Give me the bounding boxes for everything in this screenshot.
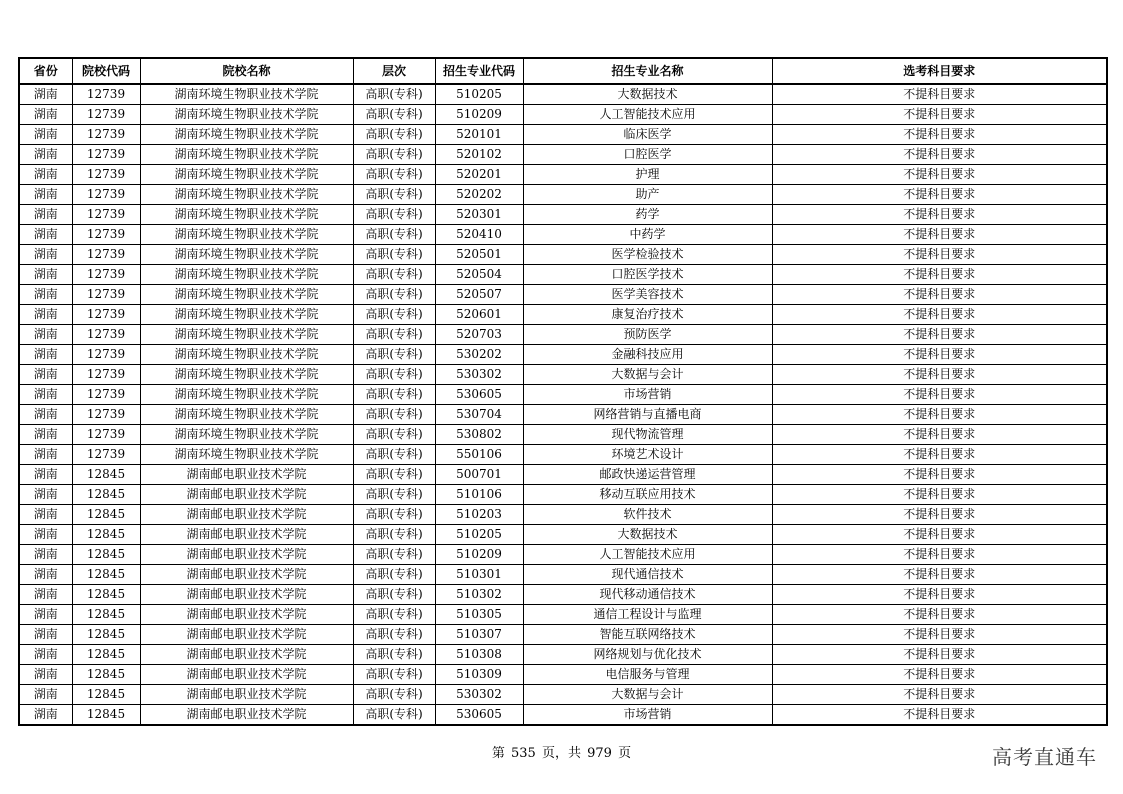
cell-major-name: 临床医学 — [523, 125, 772, 145]
cell-major-code: 510307 — [435, 625, 523, 645]
cell-school-code: 12845 — [72, 625, 140, 645]
cell-major-name: 中药学 — [523, 225, 772, 245]
cell-major-name: 智能互联网络技术 — [523, 625, 772, 645]
header-major-code: 招生专业代码 — [435, 58, 523, 84]
cell-school-code: 12739 — [72, 205, 140, 225]
cell-major-name: 市场营销 — [523, 705, 772, 726]
cell-major-name: 网络营销与直播电商 — [523, 405, 772, 425]
cell-province: 湖南 — [19, 465, 72, 485]
cell-major-code: 520504 — [435, 265, 523, 285]
cell-subject-requirement: 不提科目要求 — [772, 605, 1107, 625]
cell-major-code: 510209 — [435, 105, 523, 125]
cell-subject-requirement: 不提科目要求 — [772, 665, 1107, 685]
cell-major-name: 市场营销 — [523, 385, 772, 405]
footer-suffix: 页 — [618, 746, 632, 761]
cell-major-code: 520507 — [435, 285, 523, 305]
cell-province: 湖南 — [19, 645, 72, 665]
cell-school-code: 12739 — [72, 345, 140, 365]
table-row — [19, 285, 1107, 305]
cell-school-code: 12845 — [72, 565, 140, 585]
cell-school-code: 12739 — [72, 305, 140, 325]
cell-major-name: 大数据与会计 — [523, 365, 772, 385]
cell-major-name: 通信工程设计与监理 — [523, 605, 772, 625]
cell-major-name: 电信服务与管理 — [523, 665, 772, 685]
table-row — [19, 565, 1107, 585]
cell-school-code: 12739 — [72, 145, 140, 165]
cell-school-name: 湖南环境生物职业技术学院 — [140, 125, 353, 145]
cell-subject-requirement: 不提科目要求 — [772, 585, 1107, 605]
cell-major-code: 520410 — [435, 225, 523, 245]
cell-major-code: 530802 — [435, 425, 523, 445]
cell-province: 湖南 — [19, 445, 72, 465]
cell-school-name: 湖南环境生物职业技术学院 — [140, 365, 353, 385]
cell-province: 湖南 — [19, 105, 72, 125]
cell-major-name: 现代物流管理 — [523, 425, 772, 445]
cell-major-code: 520102 — [435, 145, 523, 165]
cell-province: 湖南 — [19, 625, 72, 645]
cell-subject-requirement: 不提科目要求 — [772, 305, 1107, 325]
cell-major-code: 530704 — [435, 405, 523, 425]
cell-school-name: 湖南环境生物职业技术学院 — [140, 105, 353, 125]
cell-subject-requirement: 不提科目要求 — [772, 485, 1107, 505]
table-row — [19, 585, 1107, 605]
cell-major-code: 530302 — [435, 685, 523, 705]
cell-major-code: 520202 — [435, 185, 523, 205]
cell-school-code: 12845 — [72, 545, 140, 565]
cell-subject-requirement: 不提科目要求 — [772, 285, 1107, 305]
cell-level: 高职(专科) — [353, 305, 435, 325]
cell-school-name: 湖南邮电职业技术学院 — [140, 585, 353, 605]
cell-school-code: 12845 — [72, 665, 140, 685]
cell-subject-requirement: 不提科目要求 — [772, 185, 1107, 205]
cell-school-name: 湖南环境生物职业技术学院 — [140, 145, 353, 165]
cell-major-code: 500701 — [435, 465, 523, 485]
cell-major-name: 软件技术 — [523, 505, 772, 525]
cell-level: 高职(专科) — [353, 385, 435, 405]
cell-school-code: 12739 — [72, 385, 140, 405]
cell-school-code: 12739 — [72, 225, 140, 245]
footer-middle: 页，共 — [541, 746, 581, 761]
cell-subject-requirement: 不提科目要求 — [772, 525, 1107, 545]
cell-province: 湖南 — [19, 485, 72, 505]
cell-school-code: 12845 — [72, 465, 140, 485]
header-level: 层次 — [353, 58, 435, 84]
cell-province: 湖南 — [19, 425, 72, 445]
cell-province: 湖南 — [19, 325, 72, 345]
cell-province: 湖南 — [19, 165, 72, 185]
cell-school-name: 湖南环境生物职业技术学院 — [140, 405, 353, 425]
table-row — [19, 245, 1107, 265]
cell-major-name: 助产 — [523, 185, 772, 205]
cell-school-name: 湖南邮电职业技术学院 — [140, 525, 353, 545]
cell-level: 高职(专科) — [353, 645, 435, 665]
cell-subject-requirement: 不提科目要求 — [772, 625, 1107, 645]
cell-major-name: 移动互联应用技术 — [523, 485, 772, 505]
table-row — [19, 325, 1107, 345]
cell-school-name: 湖南邮电职业技术学院 — [140, 605, 353, 625]
cell-province: 湖南 — [19, 245, 72, 265]
table-row — [19, 465, 1107, 485]
cell-school-name: 湖南邮电职业技术学院 — [140, 465, 353, 485]
cell-major-code: 520201 — [435, 165, 523, 185]
cell-province: 湖南 — [19, 505, 72, 525]
table-body — [19, 84, 1107, 725]
cell-school-code: 12845 — [72, 585, 140, 605]
cell-school-name: 湖南环境生物职业技术学院 — [140, 425, 353, 445]
cell-major-code: 530302 — [435, 365, 523, 385]
cell-level: 高职(专科) — [353, 665, 435, 685]
cell-major-name: 人工智能技术应用 — [523, 545, 772, 565]
table-row — [19, 84, 1107, 105]
cell-level: 高职(专科) — [353, 125, 435, 145]
cell-major-code: 510209 — [435, 545, 523, 565]
cell-major-code: 550106 — [435, 445, 523, 465]
cell-major-name: 预防医学 — [523, 325, 772, 345]
cell-major-name: 大数据与会计 — [523, 685, 772, 705]
cell-province: 湖南 — [19, 565, 72, 585]
cell-major-name: 人工智能技术应用 — [523, 105, 772, 125]
cell-subject-requirement: 不提科目要求 — [772, 105, 1107, 125]
cell-province: 湖南 — [19, 305, 72, 325]
cell-major-code: 510205 — [435, 84, 523, 105]
cell-level: 高职(专科) — [353, 345, 435, 365]
cell-level: 高职(专科) — [353, 565, 435, 585]
table-row — [19, 145, 1107, 165]
cell-level: 高职(专科) — [353, 545, 435, 565]
table-row — [19, 365, 1107, 385]
cell-school-name: 湖南环境生物职业技术学院 — [140, 165, 353, 185]
cell-subject-requirement: 不提科目要求 — [772, 465, 1107, 485]
cell-subject-requirement: 不提科目要求 — [772, 165, 1107, 185]
cell-school-code: 12739 — [72, 185, 140, 205]
cell-major-name: 邮政快递运营管理 — [523, 465, 772, 485]
watermark: 高考直通车 — [992, 745, 1097, 769]
table-row — [19, 425, 1107, 445]
cell-province: 湖南 — [19, 265, 72, 285]
table-row — [19, 305, 1107, 325]
cell-major-code: 520703 — [435, 325, 523, 345]
cell-subject-requirement: 不提科目要求 — [772, 405, 1107, 425]
cell-school-code: 12739 — [72, 245, 140, 265]
cell-province: 湖南 — [19, 285, 72, 305]
cell-major-name: 现代通信技术 — [523, 565, 772, 585]
table-row — [19, 185, 1107, 205]
cell-major-code: 520601 — [435, 305, 523, 325]
cell-school-name: 湖南邮电职业技术学院 — [140, 645, 353, 665]
header-subject-requirement: 选考科目要求 — [772, 58, 1107, 84]
cell-school-name: 湖南邮电职业技术学院 — [140, 545, 353, 565]
cell-school-code: 12845 — [72, 685, 140, 705]
table-row — [19, 665, 1107, 685]
cell-major-code: 510301 — [435, 565, 523, 585]
cell-level: 高职(专科) — [353, 405, 435, 425]
cell-school-code: 12739 — [72, 165, 140, 185]
cell-subject-requirement: 不提科目要求 — [772, 325, 1107, 345]
table-row — [19, 645, 1107, 665]
cell-province: 湖南 — [19, 585, 72, 605]
cell-school-name: 湖南环境生物职业技术学院 — [140, 84, 353, 105]
cell-subject-requirement: 不提科目要求 — [772, 345, 1107, 365]
cell-subject-requirement: 不提科目要求 — [772, 545, 1107, 565]
cell-province: 湖南 — [19, 665, 72, 685]
cell-school-name: 湖南环境生物职业技术学院 — [140, 325, 353, 345]
cell-subject-requirement: 不提科目要求 — [772, 265, 1107, 285]
cell-school-code: 12739 — [72, 105, 140, 125]
cell-level: 高职(专科) — [353, 145, 435, 165]
cell-major-code: 530202 — [435, 345, 523, 365]
cell-subject-requirement: 不提科目要求 — [772, 84, 1107, 105]
cell-major-name: 大数据技术 — [523, 525, 772, 545]
table-row — [19, 385, 1107, 405]
cell-school-code: 12739 — [72, 285, 140, 305]
cell-province: 湖南 — [19, 705, 72, 726]
cell-school-name: 湖南环境生物职业技术学院 — [140, 285, 353, 305]
cell-subject-requirement: 不提科目要求 — [772, 385, 1107, 405]
table-row — [19, 545, 1107, 565]
cell-major-name: 网络规划与优化技术 — [523, 645, 772, 665]
cell-subject-requirement: 不提科目要求 — [772, 125, 1107, 145]
cell-subject-requirement: 不提科目要求 — [772, 705, 1107, 726]
cell-school-name: 湖南环境生物职业技术学院 — [140, 445, 353, 465]
cell-major-name: 药学 — [523, 205, 772, 225]
table-row — [19, 105, 1107, 125]
cell-school-name: 湖南环境生物职业技术学院 — [140, 345, 353, 365]
cell-subject-requirement: 不提科目要求 — [772, 565, 1107, 585]
cell-major-code: 510308 — [435, 645, 523, 665]
cell-school-name: 湖南环境生物职业技术学院 — [140, 265, 353, 285]
cell-province: 湖南 — [19, 125, 72, 145]
cell-province: 湖南 — [19, 685, 72, 705]
cell-province: 湖南 — [19, 205, 72, 225]
cell-province: 湖南 — [19, 185, 72, 205]
cell-level: 高职(专科) — [353, 625, 435, 645]
cell-school-name: 湖南环境生物职业技术学院 — [140, 305, 353, 325]
table-row — [19, 705, 1107, 726]
cell-major-code: 530605 — [435, 705, 523, 726]
table-row — [19, 345, 1107, 365]
header-school-code: 院校代码 — [72, 58, 140, 84]
cell-school-code: 12845 — [72, 505, 140, 525]
cell-subject-requirement: 不提科目要求 — [772, 445, 1107, 465]
cell-major-code: 510205 — [435, 525, 523, 545]
cell-school-name: 湖南环境生物职业技术学院 — [140, 205, 353, 225]
cell-school-code: 12845 — [72, 485, 140, 505]
cell-level: 高职(专科) — [353, 105, 435, 125]
cell-level: 高职(专科) — [353, 225, 435, 245]
admissions-table — [18, 57, 1108, 726]
cell-subject-requirement: 不提科目要求 — [772, 505, 1107, 525]
cell-province: 湖南 — [19, 545, 72, 565]
cell-subject-requirement: 不提科目要求 — [772, 145, 1107, 165]
table-row — [19, 505, 1107, 525]
cell-school-name: 湖南环境生物职业技术学院 — [140, 225, 353, 245]
cell-major-name: 医学检验技术 — [523, 245, 772, 265]
cell-province: 湖南 — [19, 345, 72, 365]
cell-subject-requirement: 不提科目要求 — [772, 205, 1107, 225]
cell-major-code: 510203 — [435, 505, 523, 525]
cell-school-name: 湖南邮电职业技术学院 — [140, 705, 353, 726]
cell-level: 高职(专科) — [353, 465, 435, 485]
footer-page-number: 535 — [511, 746, 536, 761]
cell-subject-requirement: 不提科目要求 — [772, 425, 1107, 445]
cell-major-code: 520301 — [435, 205, 523, 225]
cell-school-code: 12739 — [72, 405, 140, 425]
cell-subject-requirement: 不提科目要求 — [772, 365, 1107, 385]
cell-province: 湖南 — [19, 525, 72, 545]
table-row — [19, 445, 1107, 465]
cell-school-name: 湖南环境生物职业技术学院 — [140, 185, 353, 205]
cell-province: 湖南 — [19, 225, 72, 245]
cell-school-code: 12739 — [72, 125, 140, 145]
footer-prefix: 第 — [491, 746, 505, 761]
cell-school-code: 12739 — [72, 445, 140, 465]
cell-province: 湖南 — [19, 365, 72, 385]
cell-school-code: 12845 — [72, 525, 140, 545]
cell-level: 高职(专科) — [353, 84, 435, 105]
cell-level: 高职(专科) — [353, 525, 435, 545]
cell-school-code: 12739 — [72, 425, 140, 445]
cell-school-name: 湖南邮电职业技术学院 — [140, 665, 353, 685]
cell-province: 湖南 — [19, 385, 72, 405]
cell-level: 高职(专科) — [353, 425, 435, 445]
cell-subject-requirement: 不提科目要求 — [772, 225, 1107, 245]
cell-school-code: 12739 — [72, 84, 140, 105]
cell-school-name: 湖南邮电职业技术学院 — [140, 685, 353, 705]
table-row — [19, 605, 1107, 625]
cell-level: 高职(专科) — [353, 245, 435, 265]
header-province: 省份 — [19, 58, 72, 84]
cell-major-code: 520501 — [435, 245, 523, 265]
table-row — [19, 125, 1107, 145]
cell-school-code: 12845 — [72, 645, 140, 665]
table-row — [19, 405, 1107, 425]
table-row — [19, 485, 1107, 505]
cell-school-name: 湖南环境生物职业技术学院 — [140, 385, 353, 405]
cell-school-name: 湖南邮电职业技术学院 — [140, 625, 353, 645]
cell-major-code: 510106 — [435, 485, 523, 505]
cell-major-code: 520101 — [435, 125, 523, 145]
cell-level: 高职(专科) — [353, 705, 435, 726]
cell-subject-requirement: 不提科目要求 — [772, 645, 1107, 665]
cell-subject-requirement: 不提科目要求 — [772, 685, 1107, 705]
cell-major-name: 金融科技应用 — [523, 345, 772, 365]
footer-total-pages: 979 — [587, 746, 612, 761]
table-row — [19, 625, 1107, 645]
table-row — [19, 265, 1107, 285]
cell-level: 高职(专科) — [353, 325, 435, 345]
table-row — [19, 165, 1107, 185]
cell-level: 高职(专科) — [353, 165, 435, 185]
cell-major-name: 护理 — [523, 165, 772, 185]
cell-level: 高职(专科) — [353, 685, 435, 705]
cell-province: 湖南 — [19, 145, 72, 165]
cell-school-code: 12739 — [72, 365, 140, 385]
cell-school-code: 12845 — [72, 705, 140, 726]
table-row — [19, 525, 1107, 545]
cell-major-name: 医学美容技术 — [523, 285, 772, 305]
cell-school-name: 湖南邮电职业技术学院 — [140, 565, 353, 585]
header-major-name: 招生专业名称 — [523, 58, 772, 84]
cell-level: 高职(专科) — [353, 205, 435, 225]
cell-school-name: 湖南环境生物职业技术学院 — [140, 245, 353, 265]
cell-level: 高职(专科) — [353, 585, 435, 605]
cell-level: 高职(专科) — [353, 285, 435, 305]
cell-subject-requirement: 不提科目要求 — [772, 245, 1107, 265]
table-header — [19, 58, 1107, 84]
cell-level: 高职(专科) — [353, 365, 435, 385]
page-footer — [0, 745, 1123, 763]
cell-school-name: 湖南邮电职业技术学院 — [140, 505, 353, 525]
cell-level: 高职(专科) — [353, 505, 435, 525]
cell-province: 湖南 — [19, 605, 72, 625]
cell-major-name: 环境艺术设计 — [523, 445, 772, 465]
cell-level: 高职(专科) — [353, 265, 435, 285]
header-school-name: 院校名称 — [140, 58, 353, 84]
cell-province: 湖南 — [19, 405, 72, 425]
cell-major-name: 现代移动通信技术 — [523, 585, 772, 605]
cell-level: 高职(专科) — [353, 485, 435, 505]
header-row — [19, 58, 1107, 84]
cell-major-code: 530605 — [435, 385, 523, 405]
table-row — [19, 225, 1107, 245]
cell-school-name: 湖南邮电职业技术学院 — [140, 485, 353, 505]
cell-major-name: 康复治疗技术 — [523, 305, 772, 325]
cell-level: 高职(专科) — [353, 445, 435, 465]
cell-major-code: 510302 — [435, 585, 523, 605]
cell-major-code: 510305 — [435, 605, 523, 625]
cell-level: 高职(专科) — [353, 605, 435, 625]
cell-province: 湖南 — [19, 84, 72, 105]
cell-major-code: 510309 — [435, 665, 523, 685]
cell-school-code: 12845 — [72, 605, 140, 625]
cell-level: 高职(专科) — [353, 185, 435, 205]
table-row — [19, 205, 1107, 225]
cell-major-name: 口腔医学 — [523, 145, 772, 165]
cell-major-name: 口腔医学技术 — [523, 265, 772, 285]
cell-school-code: 12739 — [72, 325, 140, 345]
table-row — [19, 685, 1107, 705]
cell-school-code: 12739 — [72, 265, 140, 285]
cell-major-name: 大数据技术 — [523, 84, 772, 105]
